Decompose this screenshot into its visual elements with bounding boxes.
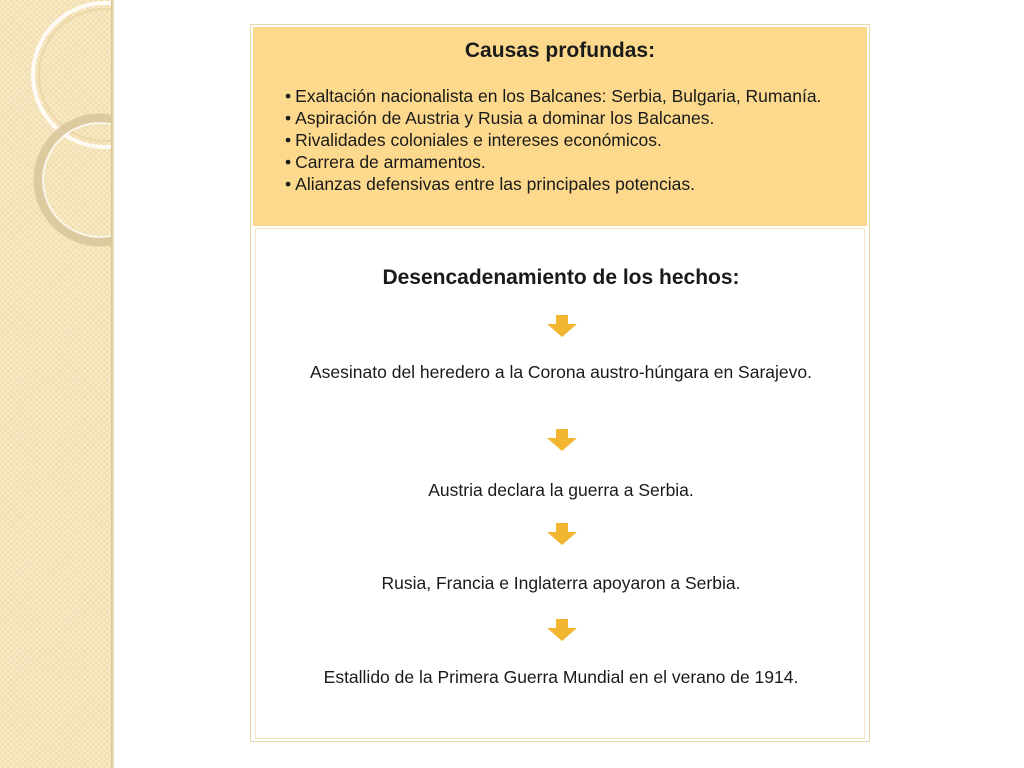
bullet-icon: • (285, 108, 292, 128)
decorative-rings (0, 0, 113, 768)
cause-item: • Carrera de armamentos. (285, 152, 486, 172)
event-step-allies-support-serbia: Rusia, Francia e Inglaterra apoyaron a Serbia. (381, 573, 741, 593)
down-arrow-icon (544, 427, 580, 453)
event-step-austria-declares-war: Austria declara la guerra a Serbia. (428, 480, 694, 500)
events-title: Desencadenamiento de los hechos: (382, 266, 740, 289)
causes-title: Causas profundas: (464, 39, 656, 62)
down-arrow-icon (544, 313, 580, 339)
side-strip-edge (111, 0, 114, 768)
cause-item: • Aspiración de Austria y Rusia a dominar los Balcanes. (285, 108, 715, 128)
bullet-icon: • (285, 130, 292, 150)
decorative-side-strip (0, 0, 113, 768)
event-step-war-outbreak: Estallido de la Primera Guerra Mundial en el verano de 1914. (323, 667, 799, 687)
bullet-icon: • (285, 174, 292, 194)
causes-panel (253, 27, 867, 226)
down-arrow-icon (544, 617, 580, 643)
cause-item: • Exaltación nacionalista en los Balcanes: Serbia, Bulgaria, Rumanía. (285, 86, 822, 106)
bullet-icon: • (285, 86, 292, 106)
content-box (250, 24, 870, 742)
causes-list (263, 85, 863, 195)
event-step-assassination: Asesinato del heredero a la Corona austro-húngara en Sarajevo. (310, 362, 812, 382)
down-arrow-icon (544, 521, 580, 547)
bullet-icon: • (285, 152, 292, 172)
cause-item: • Alianzas defensivas entre las principales potencias. (285, 174, 695, 194)
events-panel (255, 228, 865, 739)
cause-item: • Rivalidades coloniales e intereses económicos. (285, 130, 662, 150)
